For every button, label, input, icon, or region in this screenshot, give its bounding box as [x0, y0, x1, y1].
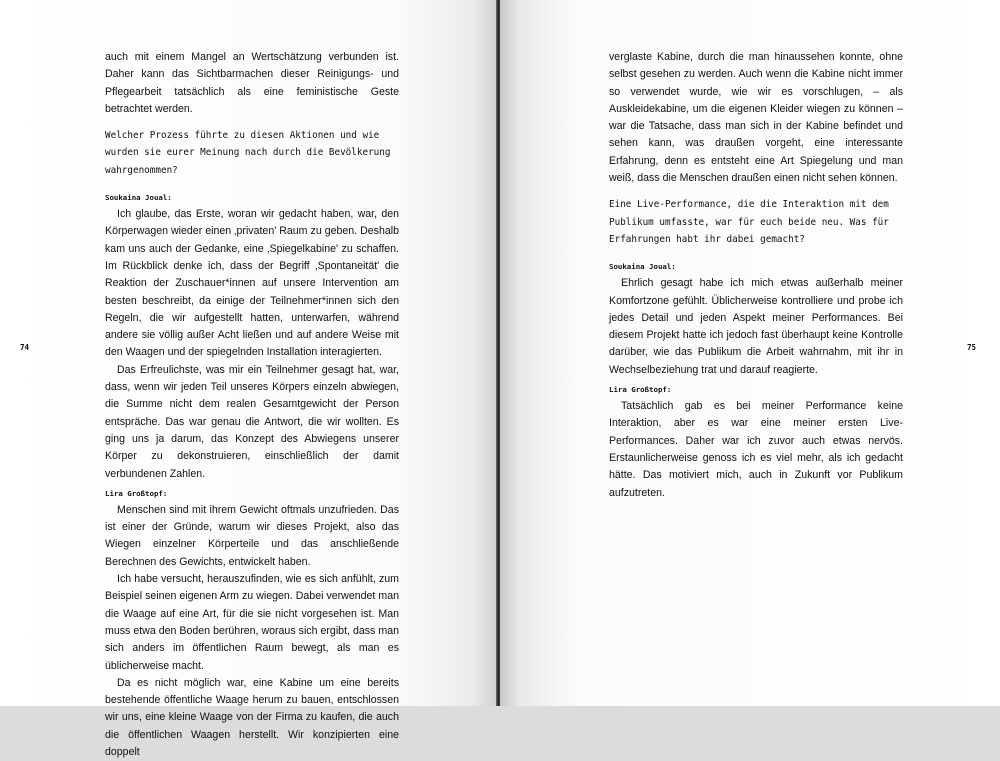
text-column	[105, 49, 399, 761]
left-page	[0, 0, 497, 758]
interview-question: Welcher Prozess führte zu diesen Aktionen und wie wurden sie eurer Meinung nach durch die Bevölkerung wahrgenommen?	[105, 130, 391, 176]
speaker-label: Lira Großtopf:	[105, 488, 168, 498]
paragraph: Ich habe versucht, herauszufinden, wie es sich anfühlt, zum Beispiel seinen eigenen Arm zu wiegen. Dabei verwendet man die Waage auf eine Art, für die sie nicht vorgesehen ist. Man muss etwa den Boden berühren, woraus sich ergibt, dass man sich anders im öffentlichen Raum bewegt, als man es üblicherweise macht.	[105, 573, 399, 672]
paragraph: Ehrlich gesagt habe ich mich etwas außerhalb meiner Komfortzone gefühlt. Üblicherweise kontrolliere und probe ich jedes Detail und jeden Aspekt meiner Performances. Bei diesem Projekt hatte ich jedoch fast überhaupt keine Kontrolle darüber, wie das Publikum die Arbeit wahrnahm, mit ihr in Wechselbeziehung trat und darauf reagierte.	[609, 277, 903, 376]
page-number: 74	[20, 343, 30, 352]
right-page	[500, 0, 1000, 706]
page-number: 75	[967, 343, 977, 352]
paragraph: Menschen sind mit ihrem Gewicht oftmals unzufrieden. Das ist einer der Gründe, warum wir dieses Projekt, also das Wiegen einzelner Körperteile und das anschließende Berechnen des Gewichts, entwickelt haben.	[105, 503, 399, 568]
paragraph: Das Erfreulichste, was mir ein Teilnehmer gesagt hat, war, dass, wenn wir jeden Teil unseres Körpers einzeln abwiegen, die Summe nicht dem realen Gesamtgewicht der Person entspräche. Das war genau die Antwort, die wir wollten. Es ging uns ja darum, das Konzept des Abwiegens unserer Körper zu dekonstruieren, einschließlich der damit verbundenen Zahlen.	[105, 363, 399, 480]
paragraph: verglaste Kabine, durch die man hinaussehen konnte, ohne selbst gesehen zu werden. Auch wenn die Kabine nicht immer so verwendet wurde, wie wir es vorschlugen, – als Auskleidekabine, um die eigenen Kleider wiegen zu können – war die Tatsache, dass man sich in der Kabine befindet und sehen kann, was draußen vorgeht, eine interessante Erfahrung, denn es entsteht eine Art Spiegelung und man weiß, dass die Menschen draußen einen nicht sehen können.	[609, 51, 903, 185]
speaker-label: Lira Großtopf:	[609, 385, 672, 395]
interview-question: Eine Live-Performance, die die Interaktion mit dem Publikum umfasste, war für euch beide neu. Was für Erfahrungen habt ihr dabei gemacht?	[609, 199, 889, 245]
text-column	[609, 49, 903, 502]
paragraph: Da es nicht möglich war, eine Kabine um eine bereits bestehende öffentliche Waage herum zu bauen, entschlossen wir uns, eine kleine Waage von der Firma zu kaufen, die auch die öffentlichen Waagen herstellt. Wir konzipierten eine doppelt	[105, 676, 399, 758]
speaker-label: Soukaina Joual:	[609, 262, 676, 272]
paragraph: Ich glaube, das Erste, woran wir gedacht haben, war, den Körperwagen wieder einen ‚privaten' Raum zu geben. Deshalb kam uns auch der Gedanke, eine ‚Spiegelkabine' zu schaffen. Im Rückblick denke ich, dass der Begriff ‚Spontaneität' die Reaktion der Zuschauer*innen auf unsere Intervention am besten beschreibt, da einige der Teilnehmer*innen sich den Regeln, die wir aufgestellt hatten, unterwarfen, während andere sie völlig außer Acht ließen und auf andere Weise mit den Waagen und der spiegelnden Installation interagierten.	[105, 208, 399, 359]
speaker-label: Soukaina Joual:	[105, 193, 172, 203]
paragraph: Tatsächlich gab es bei meiner Performance keine Interaktion, aber es war eine meiner ersten Live-Performances. Daher war ich zuvor auch etwas nervös. Erstaunlicherweise genoss ich es viel mehr, als ich gedacht hätte. Das motiviert mich, auch in Zukunft vor Publikum aufzutreten.	[609, 400, 903, 499]
paragraph: auch mit einem Mangel an Wertschätzung verbunden ist. Daher kann das Sichtbarmachen dieser Reinigungs- und Pflegearbeit tatsächlich als eine feministische Geste betrachtet werden.	[105, 51, 399, 115]
